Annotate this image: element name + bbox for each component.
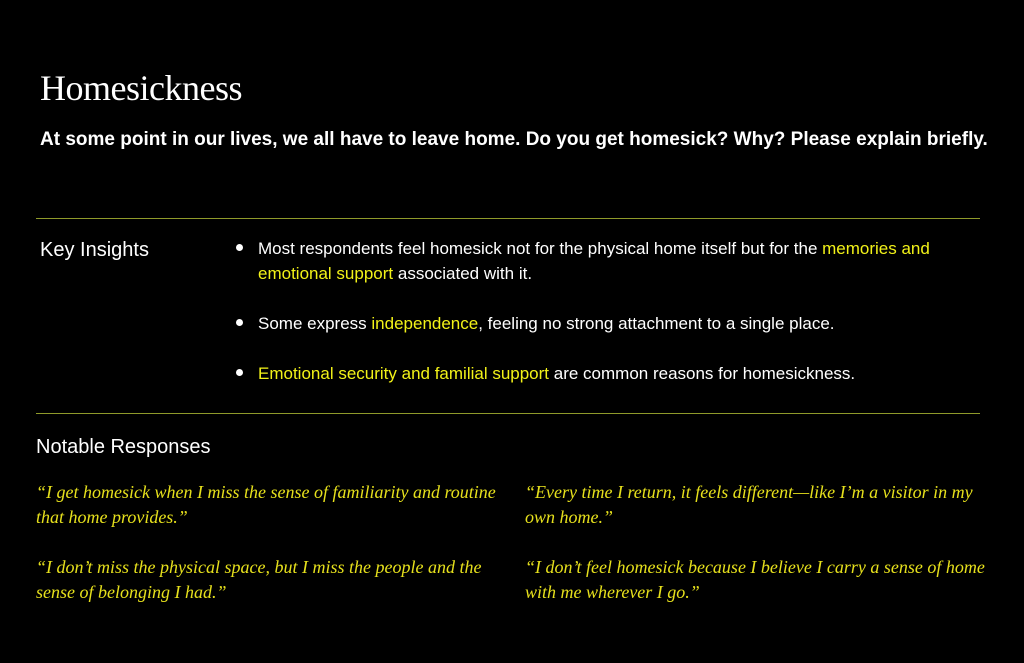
insight-highlight: memories and emotional support xyxy=(258,239,930,283)
response-quote: “Every time I return, it feels different—like I’m a visitor in my own home.” xyxy=(525,482,973,527)
insight-text: , feeling no strong attachment to a single place. xyxy=(478,314,835,333)
insight-text: are common reasons for homesickness. xyxy=(549,364,856,383)
response-quote: “I don’t feel homesick because I believe I carry a sense of home with me wherever I go.” xyxy=(525,557,985,602)
insight-text: associated with it. xyxy=(393,264,533,283)
insight-text: Most respondents feel homesick not for the physical home itself but for the xyxy=(258,239,823,258)
response-quote: “I get homesick when I miss the sense of familiarity and routine that home provides.” xyxy=(36,482,496,527)
survey-question: At some point in our lives, we all have to leave home. Do you get homesick? Why? Please explain briefly. xyxy=(40,129,988,150)
insight-highlight: independence xyxy=(371,314,479,333)
insight-text: Some express xyxy=(258,314,372,333)
insight-item xyxy=(236,236,976,286)
response-quote: “I don’t miss the physical space, but I miss the people and the sense of belonging I had.” xyxy=(36,557,482,602)
notable-responses-label: Notable Responses xyxy=(36,436,211,458)
insight-item xyxy=(236,311,976,336)
key-insights-label: Key Insights xyxy=(40,239,149,261)
bullet-icon xyxy=(236,369,243,376)
insight-item xyxy=(236,361,976,386)
key-insights-list xyxy=(236,236,976,386)
divider-top xyxy=(36,218,980,219)
bullet-icon xyxy=(236,319,243,326)
page-title: Homesickness xyxy=(40,68,242,108)
insight-highlight: Emotional security and familial support xyxy=(258,364,550,383)
bullet-icon xyxy=(236,244,243,251)
divider-bottom xyxy=(36,413,980,414)
